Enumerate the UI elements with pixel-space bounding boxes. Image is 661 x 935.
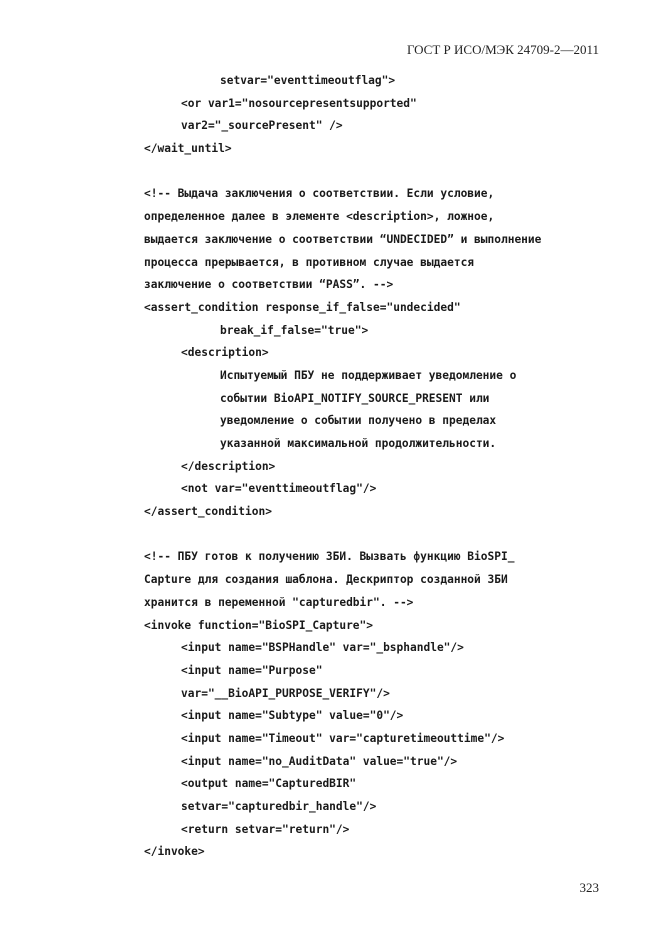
code-listing [144, 70, 614, 864]
blank-line [144, 524, 614, 547]
code-line: setvar="eventtimeoutflag"> [220, 74, 396, 87]
code-line: выдается заключение о соответствии “UNDECIDED” и выполнение [144, 232, 542, 246]
blank-line [144, 161, 614, 184]
code-line: var="__BioAPI_PURPOSE_VERIFY"/> [181, 686, 390, 700]
code-line: <or var1="nosourcepresentsupported" [181, 96, 417, 110]
code-line: var2="_sourcePresent" /> [181, 119, 343, 133]
code-line: Испытуемый ПБУ не поддерживает уведомление о [220, 368, 517, 382]
code-line: </assert_condition> [144, 505, 272, 519]
code-line: <input name="Subtype" value="0"/> [181, 709, 404, 723]
code-line: <not var="eventtimeoutflag"/> [181, 482, 377, 496]
code-line: <input name="Purpose" [181, 663, 323, 677]
code-line: </description> [181, 459, 276, 473]
code-line: <input name="Timeout" var="capturetimeouttime"/> [181, 731, 505, 745]
code-line: <invoke function="BioSPI_Capture"> [144, 618, 374, 632]
code-line: указанной максимальной продолжительности. [220, 437, 497, 450]
code-line: заключение о соответствии “PASS”. --> [144, 278, 394, 292]
code-line: <assert_condition response_if_false="undecided" [144, 300, 461, 314]
code-line: событии BioAPI_NOTIFY_SOURCE_PRESENT или [220, 391, 490, 405]
page-number: 323 [579, 880, 599, 895]
code-line: <input name="no_AuditData" value="true"/> [181, 754, 458, 768]
code-line: <return setvar="return"/> [181, 822, 350, 836]
code-line: </wait_until> [144, 142, 232, 156]
code-line: хранится в переменной "capturedbir". --> [144, 595, 414, 609]
code-line: <description> [181, 346, 269, 360]
code-line: setvar="capturedbir_handle"/> [181, 800, 377, 813]
code-line: break_if_false="true"> [220, 323, 369, 337]
code-line: <input name="BSPHandle" var="_bsphandle"/> [181, 641, 464, 655]
code-line: процесса прерывается, в противном случае выдается [144, 255, 475, 269]
document-header: ГОСТ Р ИСО/МЭК 24709-2—2011 [406, 42, 599, 57]
code-line: </invoke> [144, 845, 205, 859]
code-line: <output name="CapturedBIR" [181, 777, 357, 791]
code-line: Capture для создания шаблона. Дескриптор созданной ЗБИ [144, 573, 508, 587]
code-line: <!-- ПБУ готов к получению ЗБИ. Вызвать функцию BioSPI_ [144, 550, 515, 564]
code-line: определенное далее в элементе <description>, ложное, [144, 210, 495, 224]
code-line: уведомление о событии получено в пределах [220, 414, 497, 428]
code-line: <!-- Выдача заключения о соответствии. Если условие, [144, 187, 495, 201]
